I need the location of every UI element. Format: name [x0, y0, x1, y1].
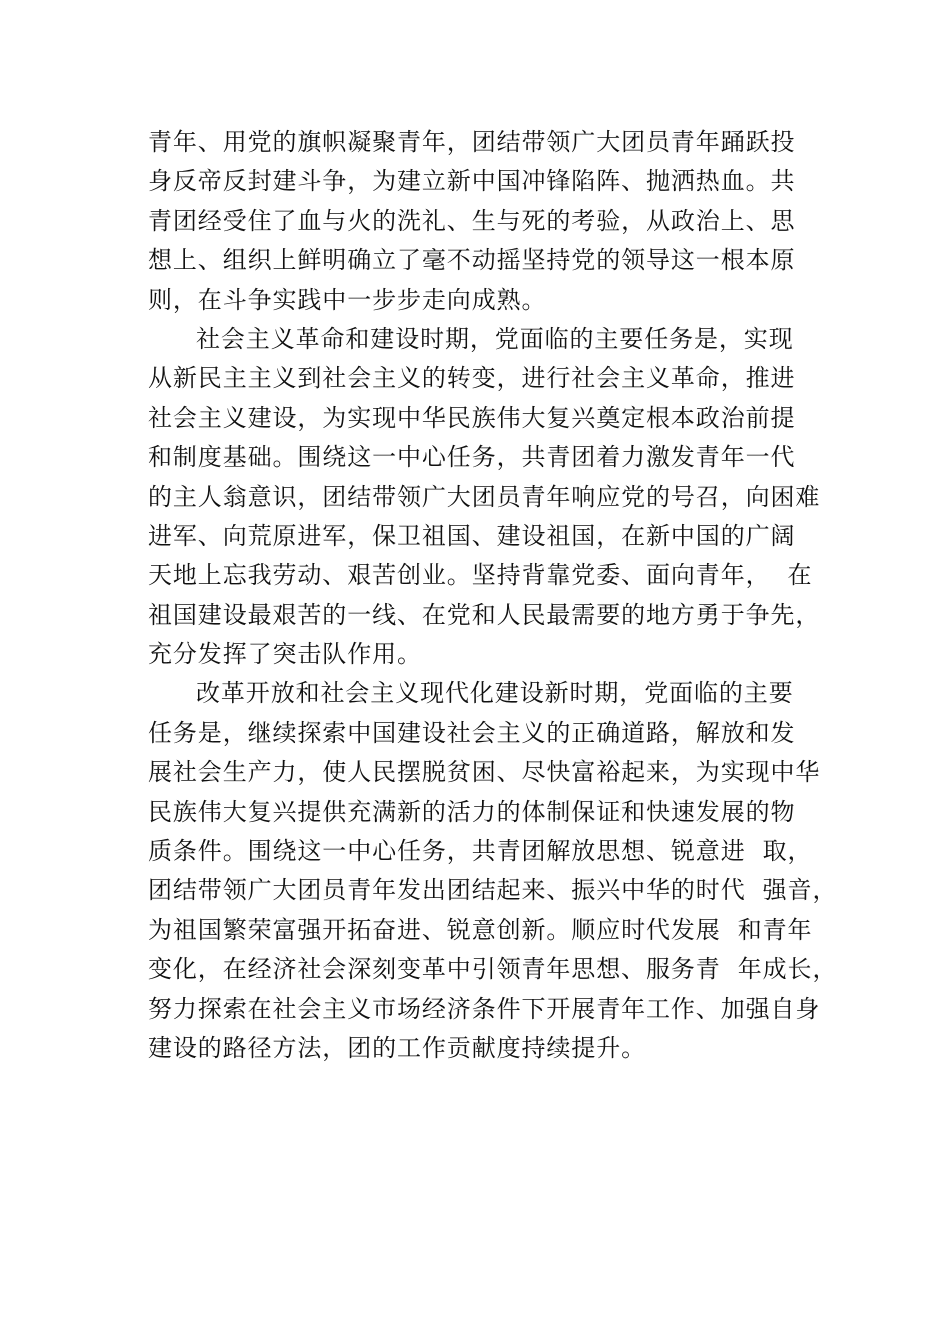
text-line: 为祖国繁荣富强开拓奋进、锐意创新。顺应时代发展 和青年	[148, 915, 813, 944]
text-line: 天地上忘我劳动、艰苦创业。坚持背靠党委、面向青年， 在	[148, 561, 813, 590]
text-line: 想上、组织上鲜明确立了毫不动摇坚持党的领导这一根本原	[148, 246, 796, 275]
text-line: 团结带领广大团员青年发出团结起来、振兴中华的时代 强音，	[148, 876, 838, 905]
text-line: 努力探索在社会主义市场经济条件下开展青年工作、加强自身	[148, 994, 821, 1023]
text-line: 展社会生产力，使人民摆脱贫困、尽快富裕起来，为实现中华	[148, 758, 821, 787]
text-line: 从新民主主义到社会主义的转变，进行社会主义革命，推进	[148, 364, 796, 393]
text-line: 任务是，继续探索中国建设社会主义的正确道路，解放和发	[148, 718, 796, 747]
text-line: 青年、用党的旗帜凝聚青年，团结带领广大团员青年踊跃投	[148, 128, 796, 156]
text-line: 则，在斗争实践中一步步走向成熟。	[148, 285, 547, 314]
text-line: 社会主义建设，为实现中华民族伟大复兴奠定根本政治前提	[148, 403, 796, 432]
text-line: 充分发挥了突击队作用。	[148, 640, 422, 669]
text-line: 的主人翁意识，团结带领广大团员青年响应党的号召，向困难	[148, 482, 821, 511]
paragraph-start-line: 社会主义革命和建设时期，党面临的主要任务是，实现	[196, 324, 794, 353]
text-line: 进军、向荒原进军，保卫祖国、建设祖国，在新中国的广阔	[148, 521, 796, 550]
text-line: 青团经受住了血与火的洗礼、生与死的考验，从政治上、思	[148, 206, 796, 235]
paragraph-start-line: 改革开放和社会主义现代化建设新时期，党面临的主要	[196, 679, 794, 708]
text-line: 身反帝反封建斗争，为建立新中国冲锋陷阵、抛洒热血。共	[148, 167, 796, 196]
text-line: 祖国建设最艰苦的一线、在党和人民最需要的地方勇于争先，	[148, 600, 821, 629]
document-body	[148, 123, 838, 1068]
text-line: 质条件。围绕这一中心任务，共青团解放思想、锐意进 取，	[148, 837, 813, 866]
text-line: 民族伟大复兴提供充满新的活力的体制保证和快速发展的物	[148, 797, 796, 826]
text-line: 变化，在经济社会深刻变革中引领青年思想、服务青 年成长，	[148, 955, 838, 984]
text-line: 和制度基础。围绕这一中心任务，共青团着力激发青年一代	[148, 443, 796, 472]
text-line: 建设的路径方法，团的工作贡献度持续提升。	[148, 1033, 646, 1062]
